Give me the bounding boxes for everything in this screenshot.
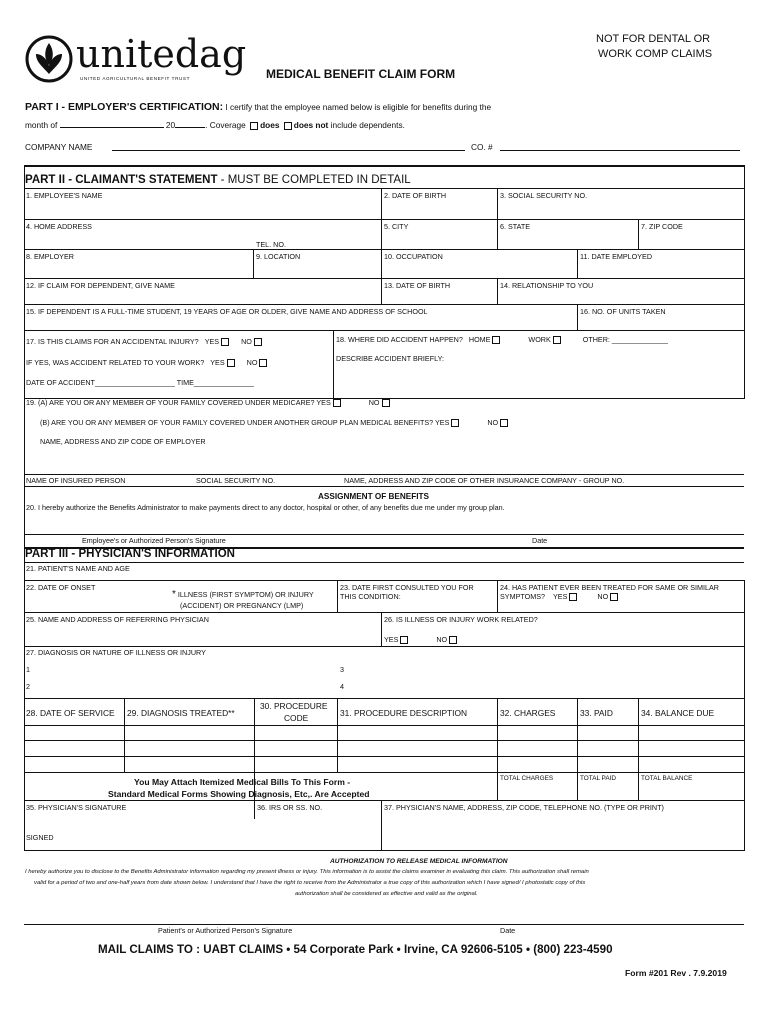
- dependent-dob-field[interactable]: 13. DATE OF BIRTH: [384, 281, 451, 290]
- illness-work-yes-checkbox[interactable]: [400, 636, 408, 644]
- part1-heading: PART I - EMPLOYER'S CERTIFICATION:: [25, 101, 224, 113]
- employee-ssn-field[interactable]: 3. SOCIAL SECURITY NO.: [500, 191, 588, 200]
- include-label: include dependents.: [330, 120, 405, 130]
- form-number: Form #201 Rev . 7.9.2019: [625, 968, 727, 978]
- total-charges-label: TOTAL CHARGES: [500, 775, 554, 782]
- col-procedure-code-line1: 30. PROCEDURE: [260, 701, 328, 711]
- work-related-illness-question: 26. IS ILLNESS OR INJURY WORK RELATED?: [384, 615, 538, 624]
- authorization-heading: AUTHORIZATION TO RELEASE MEDICAL INFORMATION: [330, 858, 508, 865]
- logo-wordmark: unitedag: [76, 32, 247, 76]
- attach-bills-note-2: Standard Medical Forms Showing Diagnosis, Etc,. Are Accepted: [108, 789, 370, 799]
- signed-label: SIGNED: [26, 833, 54, 842]
- col-procedure-code-line2: CODE: [284, 713, 309, 723]
- illness-work-no-checkbox[interactable]: [449, 636, 457, 644]
- diagnosis-label: 27. DIAGNOSIS OR NATURE OF ILLNESS OR INJURY: [26, 648, 206, 657]
- work-related-question: IF YES, WAS ACCIDENT RELATED TO YOUR WORK?: [26, 358, 205, 367]
- employee-dob-field[interactable]: 2. DATE OF BIRTH: [384, 191, 447, 200]
- does-not-label: does not: [293, 120, 329, 130]
- service-row[interactable]: [24, 740, 744, 741]
- patient-signature-label: Patient's or Authorized Person's Signature: [158, 926, 293, 935]
- physician-signature-field[interactable]: 35. PHYSICIAN'S SIGNATURE: [26, 803, 127, 812]
- year-field[interactable]: [175, 119, 205, 128]
- mail-claims-address: MAIL CLAIMS TO : UABT CLAIMS • 54 Corporate Park • Irvine, CA 92606-5105 • (800) 223-4590: [98, 943, 613, 956]
- logo-subtext: UNITED AGRICULTURAL BENEFIT TRUST: [80, 76, 190, 81]
- similar-yes-checkbox[interactable]: [569, 593, 577, 601]
- occupation-field[interactable]: 10. OCCUPATION: [384, 252, 443, 261]
- employee-date-label: Date: [532, 536, 548, 545]
- col-balance-due: 34. BALANCE DUE: [641, 708, 715, 718]
- dependent-name-field[interactable]: 12. IF CLAIM FOR DEPENDENT, GIVE NAME: [26, 281, 175, 290]
- location-field[interactable]: 9. LOCATION: [256, 252, 301, 261]
- company-name-field[interactable]: [112, 150, 465, 151]
- accident-no-checkbox[interactable]: [254, 338, 262, 346]
- diagnosis-2-field[interactable]: 2: [26, 682, 30, 691]
- home-address-field[interactable]: 4. HOME ADDRESS: [26, 222, 92, 231]
- city-field[interactable]: 5. CITY: [384, 222, 409, 231]
- date-first-consulted-line2: THIS CONDITION:: [340, 592, 401, 601]
- other-location-field[interactable]: OTHER: ______________: [582, 335, 668, 344]
- form-title: MEDICAL BENEFIT CLAIM FORM: [266, 67, 456, 81]
- employee-name-field[interactable]: 1. EMPLOYEE'S NAME: [26, 191, 103, 200]
- other-plan-no-label: NO: [487, 418, 499, 427]
- physician-info-field[interactable]: 37. PHYSICIAN'S NAME, ADDRESS, ZIP CODE, TELEPHONE NO. (TYPE OR PRINT): [384, 803, 664, 812]
- does-label: does: [260, 120, 280, 130]
- authorization-line-2: valid for a period of two and one-half years from date shown below. I understand that I have the right to receive from the Administrator a true copy of this authorization which I have signed/ I photostatic copy of this: [34, 880, 586, 886]
- employer-field[interactable]: 8. EMPLOYER: [26, 252, 74, 261]
- similar-symptoms-question: 24. HAS PATIENT EVER BEEN TREATED FOR SAME OR SIMILAR: [500, 583, 719, 592]
- logo: [24, 32, 247, 87]
- medicare-yes-checkbox[interactable]: [333, 399, 341, 407]
- illness-work-no-label: NO: [436, 635, 448, 644]
- medicare-question: 19. (A) ARE YOU OR ANY MEMBER OF YOUR FAMILY COVERED UNDER MEDICARE? YES: [26, 398, 331, 407]
- other-plan-no-checkbox[interactable]: [500, 419, 508, 427]
- work-checkbox[interactable]: [553, 336, 561, 344]
- home-label: HOME: [468, 335, 491, 344]
- col-diagnosis-treated: 29. DIAGNOSIS TREATED**: [127, 708, 235, 718]
- employer-address-field[interactable]: NAME, ADDRESS AND ZIP CODE OF EMPLOYER: [40, 437, 206, 446]
- accident-no-label: NO: [241, 337, 252, 346]
- diagnosis-4-field[interactable]: 4: [340, 682, 344, 691]
- patient-name-age-field[interactable]: 21. PATIENT'S NAME AND AGE: [26, 564, 130, 573]
- accidental-injury-question: 17. IS THIS CLAIMS FOR AN ACCIDENTAL INJURY?: [26, 337, 199, 346]
- illness-note-line2: (ACCIDENT) OR PREGNANCY (LMP): [180, 601, 304, 610]
- total-balance-label: TOTAL BALANCE: [641, 775, 693, 782]
- notice-line-1: NOT FOR DENTAL OR: [596, 33, 711, 45]
- part1-certify-text: I certify that the employee named below is eligible for benefits during the: [225, 102, 492, 112]
- company-name-label: COMPANY NAME: [25, 142, 93, 152]
- does-checkbox[interactable]: [250, 122, 258, 130]
- date-first-consulted-field[interactable]: 23. DATE FIRST CONSULTED YOU FOR: [340, 583, 474, 592]
- tel-no-label: TEL. NO.: [256, 240, 286, 249]
- work-related-yes-label: YES: [210, 358, 225, 367]
- irs-ss-number-field[interactable]: 36. IRS OR SS. NO.: [257, 803, 323, 812]
- state-field[interactable]: 6. STATE: [500, 222, 531, 231]
- col-date-of-service: 28. DATE OF SERVICE: [26, 708, 115, 718]
- service-row[interactable]: [24, 756, 744, 757]
- illness-work-yes-label: YES: [384, 635, 399, 644]
- similar-symptoms-label: SYMPTOMS?: [500, 592, 545, 601]
- insured-ssn-field[interactable]: SOCIAL SECURITY NO.: [196, 476, 276, 485]
- col-procedure-description: 31. PROCEDURE DESCRIPTION: [340, 708, 468, 718]
- total-paid-label: TOTAL PAID: [580, 775, 616, 782]
- accident-yes-label: YES: [204, 337, 220, 346]
- medicare-no-label: NO: [368, 398, 380, 407]
- where-accident-question: 18. WHERE DID ACCIDENT HAPPEN?: [336, 335, 463, 344]
- co-number-label: CO. #: [471, 142, 493, 152]
- similar-yes-label: YES: [553, 592, 568, 601]
- employee-signature-label: Employee's or Authorized Person's Signature: [82, 536, 226, 545]
- month-label: month of: [25, 120, 58, 130]
- co-number-field[interactable]: [500, 150, 740, 151]
- part2-subheading: - MUST BE COMPLETED IN DETAIL: [220, 174, 411, 186]
- attach-bills-note-1: You May Attach Itemized Medical Bills To This Form -: [134, 777, 351, 787]
- assignment-heading: ASSIGNMENT OF BENEFITS: [318, 492, 429, 501]
- work-related-yes-checkbox[interactable]: [227, 359, 235, 367]
- asterisk-note-icon: *: [172, 589, 176, 600]
- illness-note-line1: ILLNESS (FIRST SYMPTOM) OR INJURY: [177, 590, 314, 599]
- patient-date-label: Date: [500, 926, 516, 935]
- other-plan-yes-checkbox[interactable]: [451, 419, 459, 427]
- other-insurance-field[interactable]: NAME, ADDRESS AND ZIP CODE OF OTHER INSURANCE COMPANY - GROUP NO.: [344, 476, 625, 485]
- insured-name-field[interactable]: NAME OF INSURED PERSON: [26, 476, 126, 485]
- work-related-no-checkbox[interactable]: [259, 359, 267, 367]
- zip-code-field[interactable]: 7. ZIP CODE: [641, 222, 683, 231]
- assignment-text: 20. I hereby authorize the Benefits Administrator to make payments direct to any doctor, hospital or other, of any benefits due me under my group plan.: [26, 503, 505, 512]
- employee-signature-line[interactable]: [24, 534, 744, 535]
- date-employed-field[interactable]: 11. DATE EMPLOYED: [580, 252, 653, 261]
- work-label: WORK: [528, 335, 551, 344]
- relationship-field[interactable]: 14. RELATIONSHIP TO YOU: [500, 281, 594, 290]
- authorization-line-3: authorization shall be considered as effective and valid as the original.: [295, 891, 478, 897]
- notice-line-2: WORK COMP CLAIMS: [598, 48, 713, 60]
- similar-no-label: NO: [597, 592, 609, 601]
- accident-yes-checkbox[interactable]: [221, 338, 229, 346]
- date-of-onset-field[interactable]: 22. DATE OF ONSET: [26, 583, 96, 592]
- year-label: 20: [165, 120, 176, 130]
- units-taken-field[interactable]: 16. NO. OF UNITS TAKEN: [580, 307, 666, 316]
- month-field[interactable]: [60, 119, 164, 128]
- col-charges: 32. CHARGES: [500, 708, 556, 718]
- authorization-line-1: I hereby authorize you to disclose to the Benefits Administrator information regarding my present illness or injury. This information is to assist the claims examiner in evaluating this claim. This authorization shall remain: [25, 869, 589, 875]
- leaf-logo-icon: [24, 34, 74, 84]
- part2-heading: PART II - CLAIMANT'S STATEMENT: [25, 174, 218, 186]
- medicare-no-checkbox[interactable]: [382, 399, 390, 407]
- describe-accident-field[interactable]: DESCRIBE ACCIDENT BRIEFLY:: [336, 354, 444, 363]
- home-checkbox[interactable]: [492, 336, 500, 344]
- coverage-label: . Coverage: [205, 120, 246, 130]
- referring-physician-field[interactable]: 25. NAME AND ADDRESS OF REFERRING PHYSICIAN: [26, 615, 209, 624]
- col-paid: 33. PAID: [580, 708, 613, 718]
- student-school-field[interactable]: 15. IF DEPENDENT IS A FULL-TIME STUDENT, 19 YEARS OF AGE OR OLDER, GIVE NAME AND ADDRESS OF SCHOOL: [26, 307, 428, 316]
- diagnosis-3-field[interactable]: 3: [340, 665, 344, 674]
- does-not-checkbox[interactable]: [284, 122, 292, 130]
- work-related-no-label: NO: [246, 358, 258, 367]
- diagnosis-1-field[interactable]: 1: [26, 665, 30, 674]
- patient-signature-line[interactable]: [24, 924, 744, 925]
- date-of-accident-field[interactable]: DATE OF ACCIDENT____________________ TIME_______________: [26, 378, 254, 387]
- similar-no-checkbox[interactable]: [610, 593, 618, 601]
- other-group-plan-question: (B) ARE YOU OR ANY MEMBER OF YOUR FAMILY COVERED UNDER ANOTHER GROUP PLAN MEDICAL BENEFITS? YES: [40, 418, 450, 427]
- part3-heading: PART III - PHYSICIAN'S INFORMATION: [25, 548, 235, 560]
